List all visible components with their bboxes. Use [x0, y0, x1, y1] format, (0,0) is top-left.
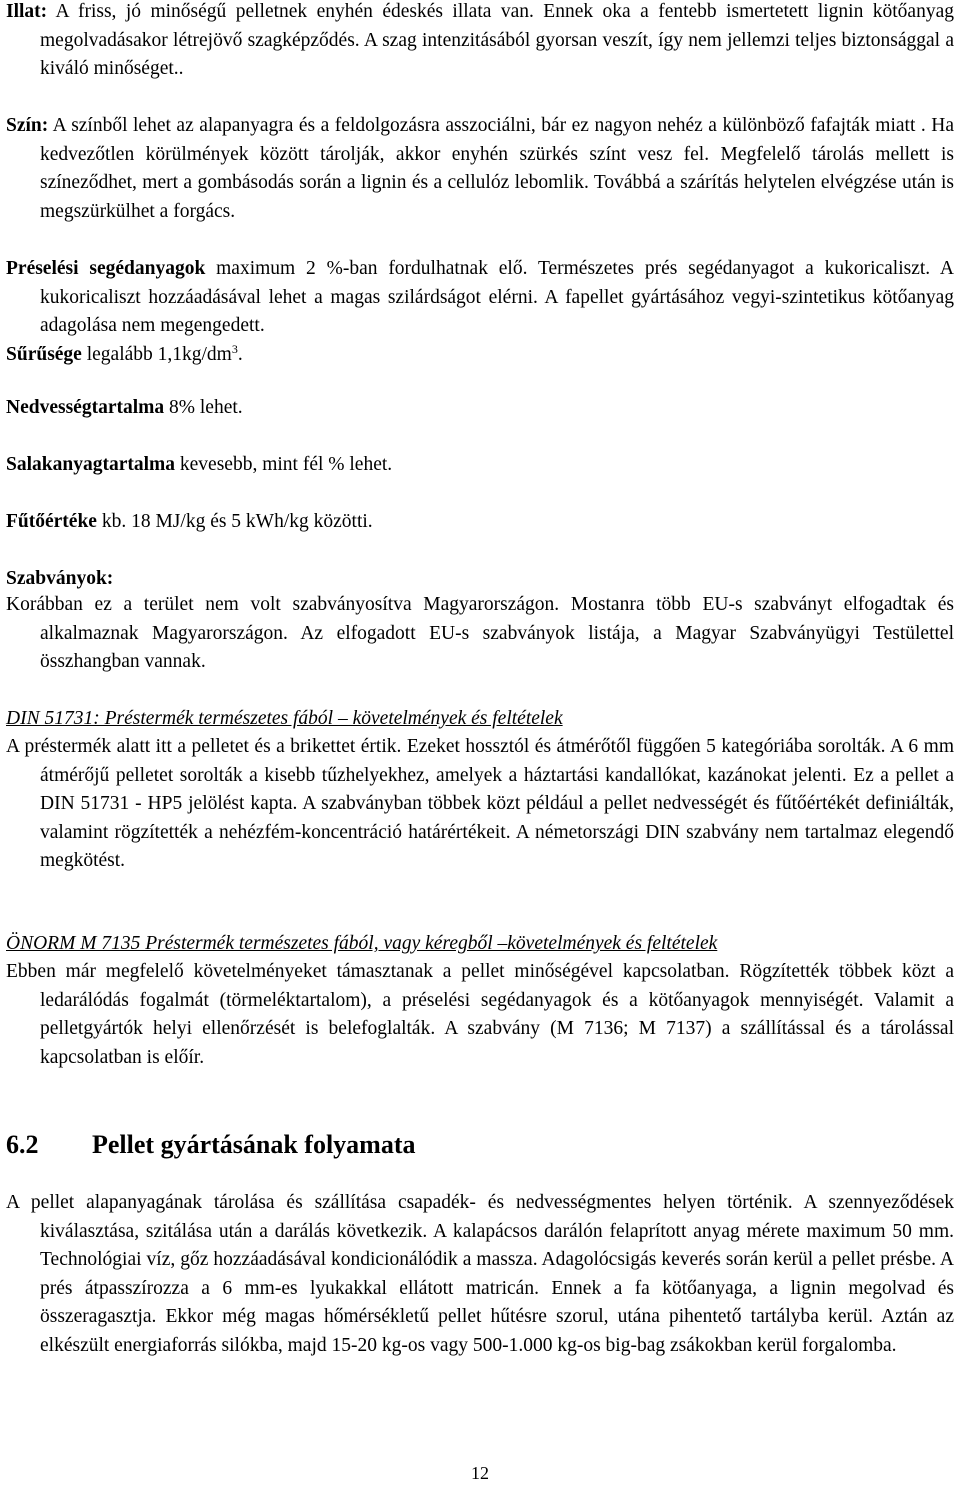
- szabvanyok-heading: Szabványok:: [6, 568, 114, 589]
- futoertek-text: kb. 18 MJ/kg és 5 kWh/kg közötti.: [96, 511, 373, 532]
- onorm-paragraph: Ebben már megfelelő követelményeket támasztanak a pellet minőségével kapcsolatban. Rögzítették többek közt a ledarálódás fogalmát (törmeléktartalom), a préselési segédanyagok és a kötőanyagok mennyiségét. Valamit a pelletgyártók helyi ellenőrzését is belefoglalták. A szabvány (M 7136; M 7137) a szállítással és a tárolással kapcsolatban is előír.: [6, 961, 954, 1068]
- futoertek-label: Fűtőértéke: [6, 511, 97, 532]
- section-heading: [6, 1129, 416, 1161]
- szabvanyok-paragraph: Korábban ez a terület nem volt szabványosítva Magyarországon. Mostanra több EU-s szabványt elfogadtak és alkalmaznak Magyarországon. Az elfogadott EU-s szabványok listája, a Magyar Szabványügyi Testülettel összhangban vannak.: [6, 594, 954, 672]
- szin-text: A színből lehet az alapanyagra és a feldolgozásra asszociálni, bár ez nagyon nehéz a különböző fafajták miatt . Ha kedvezőtlen körülmények között tárolják, akkor enyhén szürkés színt vesz fel. Megfelelő tárolás mellett is színeződhet, mert a gombásodás során a lignin és a cellulóz lebomlik. Továbbá a szárítás helytelen elvégzése után is megszürkülhet a forgács.: [40, 115, 954, 222]
- szin-paragraph: [6, 112, 954, 226]
- salak-line: [6, 451, 954, 480]
- salak-label: Salakanyagtartalma: [6, 454, 176, 475]
- futoertek-line: [6, 508, 954, 537]
- preselesi-paragraph: [6, 255, 954, 341]
- illat-paragraph: [6, 0, 954, 84]
- szin-label: Szín:: [6, 115, 49, 136]
- section-title: Pellet gyártásának folyamata: [92, 1130, 416, 1159]
- nedvesseg-line: [6, 394, 954, 423]
- suruseg-text: legalább 1,1kg/dm: [81, 344, 232, 365]
- nedvesseg-text: 8% lehet.: [164, 397, 243, 418]
- section-number: 6.2: [6, 1130, 39, 1159]
- preselesi-label: Préselési segédanyagok: [6, 258, 206, 279]
- page-number: 12: [471, 1463, 489, 1483]
- din-heading: DIN 51731: Préstermék természetes fából – követelmények és feltételek: [6, 708, 563, 729]
- illat-text: A friss, jó minőségű pelletnek enyhén édeskés illata van. Ennek oka a fentebb ismertetett lignin kötőanyag megolvadásakor létrejövő szagképződés. A szag intenzitásából gyorsan veszít, így nem jellemzi teljes biztonsággal a kiváló minőséget..: [40, 1, 954, 79]
- onorm-heading: ÖNORM M 7135 Préstermék természetes fából, vagy kéregből –követelmények és feltételek: [6, 933, 718, 954]
- suruseg-label: Sűrűsége: [6, 344, 82, 365]
- suruseg-exponent: 3: [231, 342, 238, 356]
- suruseg-line: [6, 341, 954, 370]
- din-paragraph: A préstermék alatt itt a pelletet és a brikettet értik. Ezeket hossztól és átmérőtől függően 5 kategóriába sorolták. A 6 mm átmérőjű pelletet sorolták a kisebb tűzhelyekhez, amelyek a háztartási kandallókat, kazánokat jelenti. Ez a pellet a DIN 51731 - HP5 jelölést kapta. A szabványban többek közt például a pellet nedvességét és fűtőértékét definiálták, valamint rögzítették a nehézfém-koncentráció határértékeit. A németországi DIN szabvány nem tartalmaz elegendő megkötést.: [6, 736, 954, 871]
- preselesi-text: maximum 2 %-ban fordulhatnak elő. Természetes prés segédanyagot a kukoricaliszt. A kukoricaliszt hozzáadásával lehet a magas szilárdságot elérni. A fapellet gyártásához vegyi-szintetikus kötőanyag adagolása nem megengedett.: [40, 258, 954, 336]
- salak-text: kevesebb, mint fél % lehet.: [175, 454, 393, 475]
- nedvesseg-label: Nedvességtartalma: [6, 397, 165, 418]
- section-paragraph: A pellet alapanyagának tárolása és szállítása csapadék- és nedvességmentes helyen történik. A szennyeződések kiválasztása, szitálása után a darálás következik. A kalapácsos darálón felaprított anyag mérete maximum 50 mm. Technológiai víz, gőz hozzáadásával kondicionálódik a massza. Adagolócsigás keverés során kerül a pellet présbe. A prés átpasszírozza a 6 mm-es lyukakkal ellátott matricán. Ennek a fa kötőanyaga, a lignin megolvad és összeragasztja. Ekkor még magas hőmérsékletű pellet hűtésre szorul, utána pihentető tartályba kerül. Aztán az elkészült energiaforrás silókba, majd 15-20 kg-os vagy 500-1.000 kg-os big-bag zsákokban kerül forgalomba.: [6, 1192, 954, 1356]
- illat-label: Illat:: [6, 1, 48, 22]
- suruseg-end: .: [237, 344, 243, 365]
